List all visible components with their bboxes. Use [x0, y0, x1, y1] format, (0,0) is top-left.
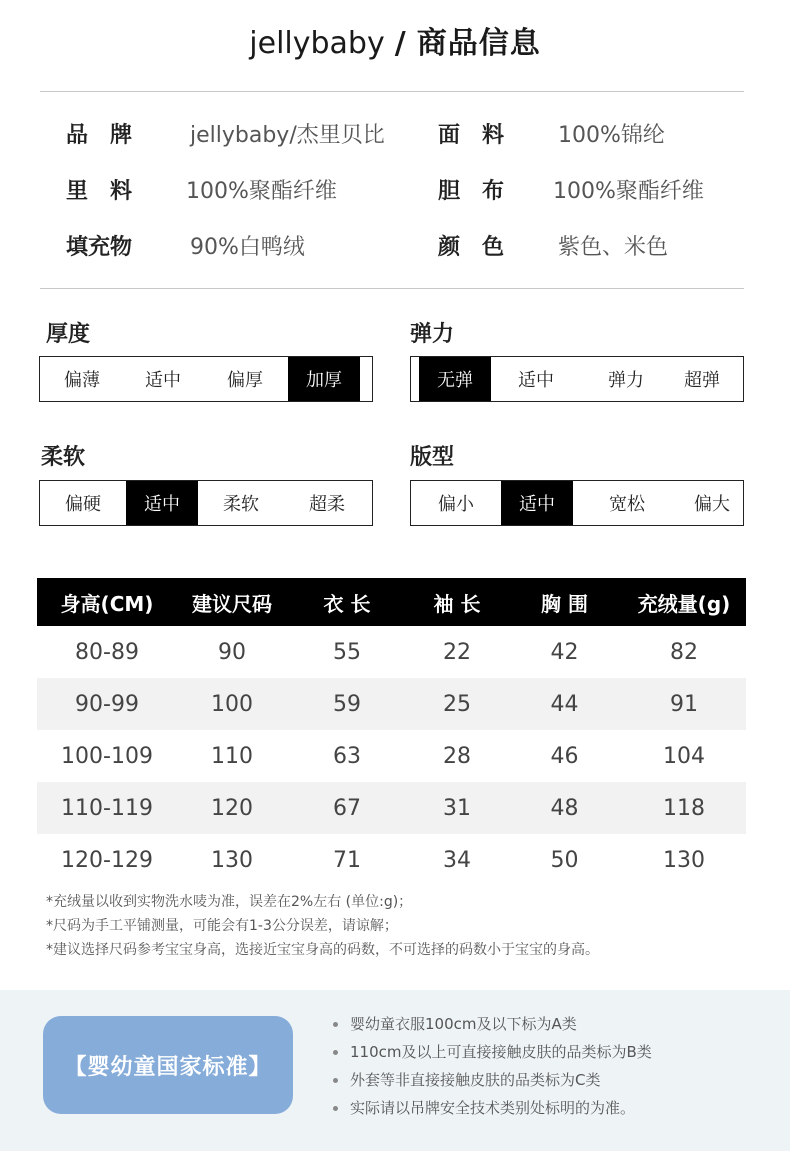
cell-sleeve: 25: [443, 691, 471, 717]
elasticity-scale: [410, 356, 744, 402]
cell-chest: 42: [550, 639, 579, 665]
fit-option-3: 宽松: [609, 494, 645, 515]
note-line: *尺码为手工平铺测量，可能会有1-3公分误差，请谅解；: [46, 918, 398, 934]
cell-size: 110: [211, 743, 253, 769]
cell-sleeve: 34: [443, 847, 471, 873]
header-sleeve: 袖 长: [433, 591, 481, 616]
size-notes: [46, 890, 599, 962]
thickness-option-2: 适中: [145, 370, 181, 391]
info-value-lining: 100%聚酯纤维: [186, 179, 337, 204]
info-label-lining: 里 料: [66, 179, 133, 204]
standard-item-text: 实际请以吊牌安全技术类别处标明的为准。: [350, 1099, 636, 1117]
header-size: 建议尺码: [192, 591, 272, 616]
info-value-brand: jellybaby/杰里贝比: [190, 123, 385, 148]
standard-item-text: 婴幼童衣服100cm及以下标为A类: [350, 1015, 577, 1033]
title-text: 商品信息: [416, 26, 541, 61]
cell-size: 130: [211, 847, 253, 873]
cell-fill: 118: [663, 795, 705, 821]
info-label-inner: 胆 布: [438, 179, 505, 204]
table-row: [37, 834, 746, 886]
info-label-fabric: 面 料: [438, 123, 505, 148]
cell-height: 80-89: [75, 639, 139, 665]
cell-height: 100-109: [61, 743, 153, 769]
info-label-brand: 品 牌: [66, 123, 133, 148]
fit-title: 版型: [410, 445, 455, 470]
cell-height: 110-119: [61, 795, 153, 821]
softness-title: 柔软: [41, 445, 86, 470]
page-title: [0, 18, 790, 62]
size-table-header: [37, 578, 746, 626]
list-item: [333, 1094, 652, 1122]
header-height: 身高(CM): [60, 591, 154, 616]
fit-scale: [410, 480, 744, 526]
cell-size: 90: [218, 639, 246, 665]
table-row: [37, 730, 746, 782]
note-line: *充绒量以收到实物洗水唛为准，误差在2%左右 (单位:g)；: [46, 894, 413, 910]
softness-option-3: 柔软: [223, 494, 259, 515]
thickness-option-1: 偏薄: [64, 370, 100, 391]
brand-logo-text: jellybaby: [249, 26, 385, 61]
header-chest: 胸 围: [541, 591, 588, 616]
divider-top: [40, 91, 744, 92]
cell-chest: 50: [550, 847, 579, 873]
cell-height: 90-99: [75, 691, 139, 717]
cell-fill: 82: [670, 639, 698, 665]
cell-height: 120-129: [61, 847, 153, 873]
info-value-inner: 100%聚酯纤维: [553, 179, 704, 204]
cell-length: 67: [333, 795, 361, 821]
title-separator: /: [394, 26, 407, 61]
fit-option-2-selected: 适中: [501, 481, 573, 525]
softness-scale: [39, 480, 373, 526]
info-label-filling: 填充物: [66, 235, 133, 260]
thickness-option-4-selected: 加厚: [288, 357, 360, 401]
cell-length: 63: [333, 743, 361, 769]
standard-item-text: 110cm及以上可直接接触皮肤的品类标为B类: [350, 1043, 652, 1061]
cell-chest: 46: [550, 743, 579, 769]
header-length: 衣 长: [323, 591, 371, 616]
thickness-option-3: 偏厚: [227, 370, 263, 391]
fit-option-1: 偏小: [438, 494, 474, 515]
cell-fill: 104: [663, 743, 705, 769]
cell-fill: 91: [670, 691, 698, 717]
info-value-color: 紫色、米色: [558, 235, 669, 260]
table-row: [37, 678, 746, 730]
divider-mid: [40, 288, 744, 289]
list-item: [333, 1066, 652, 1094]
info-row-2: [0, 174, 790, 214]
elasticity-option-2: 适中: [518, 370, 554, 391]
cell-fill: 130: [663, 847, 705, 873]
elasticity-option-3: 弹力: [608, 370, 644, 391]
bullet-icon: [333, 1050, 338, 1055]
cell-sleeve: 22: [443, 639, 471, 665]
table-row: [37, 626, 746, 678]
fit-option-4: 偏大: [694, 494, 730, 515]
national-standard-badge: 【婴幼童国家标准】: [43, 1016, 293, 1114]
cell-size: 100: [211, 691, 253, 717]
header-fill: 充绒量(g): [637, 591, 731, 616]
thickness-title: 厚度: [46, 322, 91, 347]
table-row: [37, 782, 746, 834]
info-value-filling: 90%白鸭绒: [190, 235, 305, 260]
info-label-color: 颜 色: [438, 235, 505, 260]
info-value-fabric: 100%锦纶: [558, 123, 665, 148]
elasticity-title: 弹力: [410, 322, 455, 347]
cell-chest: 48: [550, 795, 579, 821]
cell-length: 59: [333, 691, 361, 717]
thickness-scale: [39, 356, 373, 402]
info-row-3: [0, 230, 790, 270]
cell-chest: 44: [550, 691, 579, 717]
elasticity-option-4: 超弹: [684, 370, 720, 391]
standard-list: [333, 1010, 652, 1122]
list-item: [333, 1038, 652, 1066]
elasticity-option-1-selected: 无弹: [419, 357, 491, 401]
bullet-icon: [333, 1106, 338, 1111]
info-row-1: [0, 118, 790, 158]
size-table: [37, 578, 746, 886]
softness-option-2-selected: 适中: [126, 481, 198, 525]
softness-option-4: 超柔: [309, 494, 345, 515]
standard-item-text: 外套等非直接接触皮肤的品类标为C类: [350, 1071, 601, 1089]
cell-length: 71: [333, 847, 361, 873]
bullet-icon: [333, 1078, 338, 1083]
cell-size: 120: [211, 795, 253, 821]
note-line: *建议选择尺码参考宝宝身高，选接近宝宝身高的码数，不可选择的码数小于宝宝的身高。: [46, 942, 599, 958]
list-item: [333, 1010, 652, 1038]
softness-option-1: 偏硬: [65, 494, 101, 515]
bullet-icon: [333, 1022, 338, 1027]
cell-sleeve: 31: [443, 795, 471, 821]
cell-length: 55: [333, 639, 361, 665]
cell-sleeve: 28: [443, 743, 471, 769]
